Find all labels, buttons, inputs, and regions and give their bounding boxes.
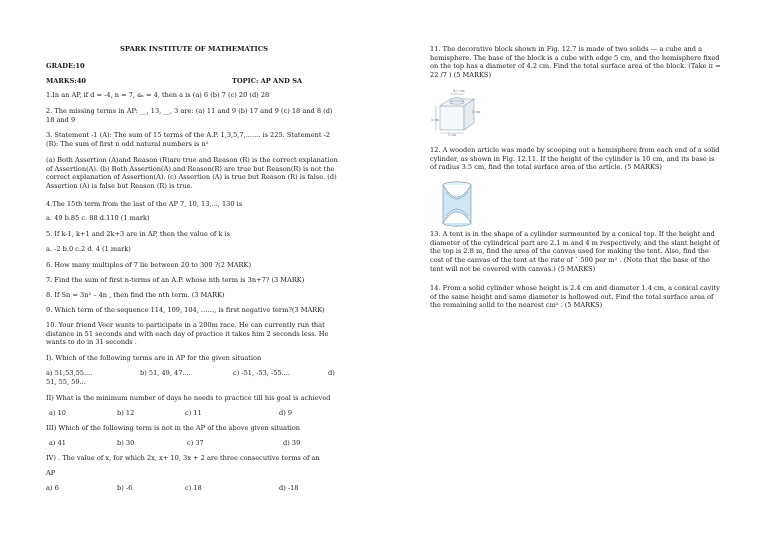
sub-question-3: III) Which of the following term is not in the AP of the above given situation: [46, 424, 301, 432]
option-d: d): [328, 369, 335, 377]
option-c: c) 11: [185, 409, 202, 417]
option-d: d) 9: [279, 409, 293, 417]
sub-question-3-options: [46, 439, 342, 449]
question-5: 5. If k-1, k+1 and 2k+3 are in AP, then the value of k is: [46, 230, 231, 238]
figure-label-depth: 5 cm: [472, 110, 481, 114]
question-11: 11. The decorative block shown in Fig. 12.7 is made of two solids — a cube and a hemisphere. The base of the block is a cube with edge 5 cm, and the hemisphere fixed on the top has a diameter of 4.2 cm. Find the total surface area of the block. (Take π = 22 /7 ) (5 MARKS): [430, 45, 721, 80]
option-b: b) -6: [117, 484, 133, 492]
figure-label-width: 5 cm: [448, 133, 457, 137]
option-d: d) 39: [283, 439, 301, 447]
question-13: 13. A tent is in the shape of a cylinder surmounted by a conical top. If the height and diameter of the cylindrical part are 2.1 m and 4 m respectively, and the slant height of the top is 2.8 m, find the area of the canvas used for making the tent. Also, find the cost of the canvas of the tent at the rate of ` 500 per m² . (Note that the base of the tent will not be covered with canvas.) (5 MARKS): [430, 230, 720, 273]
question-4: 4.The 15th term from the last of the AP 7, 10, 13,..., 130 is: [46, 200, 243, 208]
sub-question-1: I). Which of the following terms are in AP for the given situation: [46, 354, 262, 362]
sub-question-4-options: [46, 484, 342, 494]
sub-question-4-continued: AP: [46, 469, 56, 477]
option-d: d) -18: [279, 484, 299, 492]
option-b: b) 30: [117, 439, 135, 447]
sub-question-4: IV) . The value of x, for which 2x, x+ 10, 3x + 2 are three consecutive terms of an: [46, 454, 320, 462]
figure-label-diameter: 4.2 cm: [453, 89, 465, 93]
figure-label-height: 5 cm: [431, 118, 440, 122]
sub-question-2: II) What is the minimum number of days he needs to practice till his goal is achieved: [46, 394, 331, 402]
question-8: 8. If Sn = 3n² – 4n , then find the nth term. (3 MARK): [46, 291, 225, 299]
marks-topic-row: [46, 77, 342, 87]
option-a: a) 10: [49, 409, 66, 417]
question-10: 10. Your friend Veer wants to participate in a 200m race. He can currently run that distance in 51 seconds and with each day of practice it takes him 2 seconds less. He wants to do in 31 seconds .: [46, 321, 329, 347]
option-a: a) 51,53,55....: [46, 369, 93, 377]
question-14: 14. From a solid cylinder whose height is 2.4 cm and diameter 1.4 cm, a conical cavity of the same height and same diameter is hollowed out. Find the total surface area of the remaining solid to the nearest cm² . (5 MARKS): [430, 284, 720, 310]
question-12: 12. A wooden article was made by scooping out a hemisphere from each end of a solid cylinder, as shown in Fig. 12.11. If the height of the cylinder is 10 cm, and its base is of radius 3.5 cm, find the total surface area of the article. (5 MARKS): [430, 146, 720, 172]
question-3-options: (a) Both Assertion (A)and Reason (R)are true and Reason (R) is the correct explanation of Assertion(A). (b) Both Assertion(A) and Reason(R) are true but Reason(R) is not the correct explanation of Assertion(A). (c) Assertion (A) is true but Reason (R) is false. (d) Assertion (A) is false but Reason (R) is true.: [46, 156, 338, 191]
grade-label: GRADE:10: [46, 62, 85, 70]
option-b: b) 51, 49, 47....: [140, 369, 191, 377]
marks-label: MARKS:40: [46, 77, 86, 85]
question-1: 1.In an AP, if d = -4, n = 7, aₙ = 4, then a is (a) 6 (b) 7 (c) 20 (d) 28: [46, 91, 270, 99]
option-c: c) -51, -53, -55....: [233, 369, 290, 377]
question-7: 7. Find the sum of first n-terms of an A.P. whose nth term is 3n+7? (3 MARK): [46, 276, 305, 284]
option-b: b) 12: [117, 409, 135, 417]
sub-question-2-options: [46, 409, 342, 419]
option-c: c) 37: [187, 439, 204, 447]
question-2: 2. The missing terms in AP: __, 13, __, 3 are: (a) 11 and 9 (b) 17 and 9 (c) 18 and 8 (d) 18 and 9: [46, 107, 333, 124]
question-5-options: a. -2 b.0 c.2 d. 4 (1 mark): [46, 245, 131, 253]
scooped-cylinder-figure: [440, 180, 474, 228]
question-9: 9. Which term of the sequence 114, 109, 104, ……, is first negative term?(3 MARK): [46, 306, 325, 314]
option-a: a) 6: [46, 484, 59, 492]
institute-title: SPARK INSTITUTE OF MATHEMATICS: [119, 45, 269, 53]
question-4-options: a. 49 b.85 c. 88 d.110 (1 mark): [46, 214, 150, 222]
option-c: c) 18: [185, 484, 202, 492]
question-3-statement: 3. Statement -1 (A): The sum of 15 terms of the A.P. 1,3,5,7,....... is 225. Statement -2 (R): The sum of first n odd natural numbers is n²: [46, 131, 331, 148]
option-d-continued: 51, 55, 59...: [46, 378, 86, 386]
option-a: a) 41: [49, 439, 66, 447]
question-6: 6. How many multiples of 7 lie between 20 to 300 ?(2 MARK): [46, 261, 252, 269]
topic-label: TOPIC: AP AND SA: [232, 77, 303, 85]
